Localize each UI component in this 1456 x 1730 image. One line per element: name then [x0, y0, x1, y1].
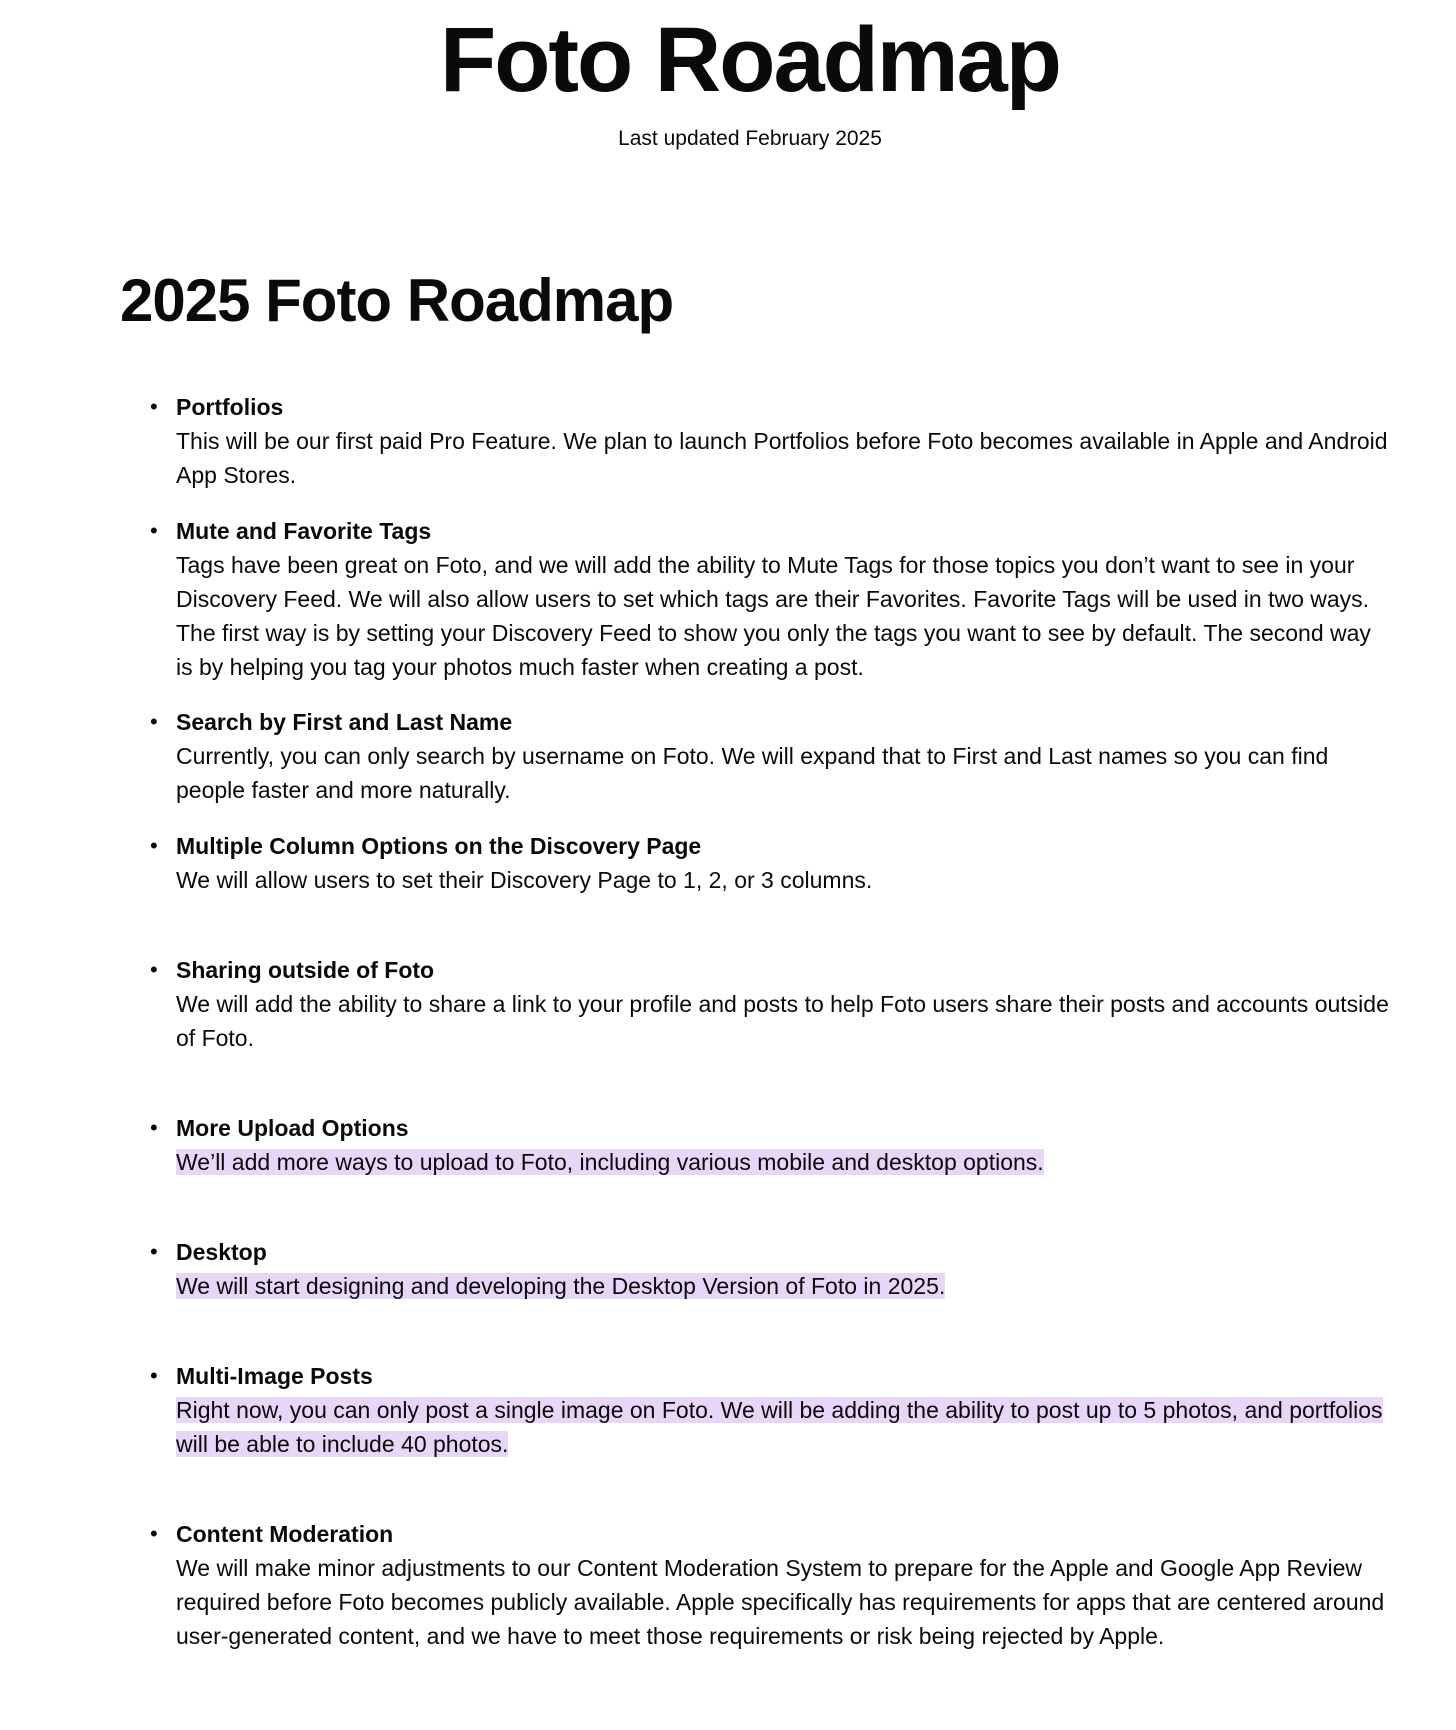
- item-title: Multi-Image Posts: [176, 1363, 373, 1389]
- bullet-icon: •: [150, 709, 158, 734]
- item-title: Mute and Favorite Tags: [176, 518, 432, 544]
- item-title: Desktop: [176, 1239, 267, 1265]
- roadmap-item-portfolios: [150, 390, 1390, 492]
- item-description: Currently, you can only search by username on Foto. We will expand that to First and Last names so you can find people faster and more naturally.: [176, 743, 1329, 803]
- bullet-icon: •: [150, 394, 158, 419]
- bullet-icon: •: [150, 518, 158, 543]
- roadmap-item-upload-options: [150, 1111, 1390, 1179]
- roadmap-item-mute-favorite-tags: [150, 514, 1390, 684]
- item-description-highlighted: We’ll add more ways to upload to Foto, including various mobile and desktop options.: [176, 1149, 1044, 1175]
- item-title: Sharing outside of Foto: [176, 957, 435, 983]
- item-description: We will make minor adjustments to our Content Moderation System to prepare for the Apple and Google App Review required before Foto becomes publicly available. Apple specifically has requirements for apps that are centered around user-generated content, and we have to meet those requirements or risk being rejected by Apple.: [176, 1555, 1385, 1649]
- item-description: We will allow users to set their Discovery Page to 1, 2, or 3 columns.: [176, 867, 873, 893]
- bullet-icon: •: [150, 1363, 158, 1388]
- item-title: Content Moderation: [176, 1521, 394, 1547]
- bullet-icon: •: [150, 1521, 158, 1546]
- page-title: Foto Roadmap: [440, 9, 1060, 111]
- item-description-highlighted: Right now, you can only post a single image on Foto. We will be adding the ability to post up to 5 photos, and portfolios will be able to include 40 photos.: [176, 1397, 1383, 1457]
- item-title: Portfolios: [176, 394, 284, 420]
- item-description: This will be our first paid Pro Feature. We plan to launch Portfolios before Foto becomes available in Apple and Android App Stores.: [176, 428, 1388, 488]
- bullet-icon: •: [150, 957, 158, 982]
- item-description: We will add the ability to share a link to your profile and posts to help Foto users share their posts and accounts outside of Foto.: [176, 991, 1389, 1051]
- last-updated-text: Last updated February 2025: [618, 127, 882, 150]
- item-description-highlighted: We will start designing and developing the Desktop Version of Foto in 2025.: [176, 1273, 946, 1299]
- section-heading: 2025 Foto Roadmap: [120, 267, 674, 334]
- bullet-icon: •: [150, 833, 158, 858]
- bullet-icon: •: [150, 1115, 158, 1140]
- roadmap-item-search-name: [150, 705, 1390, 807]
- item-title: More Upload Options: [176, 1115, 409, 1141]
- item-title: Search by First and Last Name: [176, 709, 513, 735]
- item-description: Tags have been great on Foto, and we will add the ability to Mute Tags for those topics you don’t want to see in your Discovery Feed. We will also allow users to set which tags are their Favorites. Favorite Tags will be used in two ways. The first way is by setting your Discovery Feed to show you only the tags you want to see by default. The second way is by helping you tag your photos much faster when creating a post.: [176, 552, 1371, 680]
- roadmap-item-sharing: [150, 953, 1390, 1055]
- roadmap-item-multi-image: [150, 1359, 1390, 1461]
- roadmap-item-content-moderation: [150, 1517, 1390, 1653]
- roadmap-item-desktop: [150, 1235, 1390, 1303]
- bullet-icon: •: [150, 1239, 158, 1264]
- roadmap-item-multiple-columns: [150, 829, 1390, 897]
- item-title: Multiple Column Options on the Discovery Page: [176, 833, 702, 859]
